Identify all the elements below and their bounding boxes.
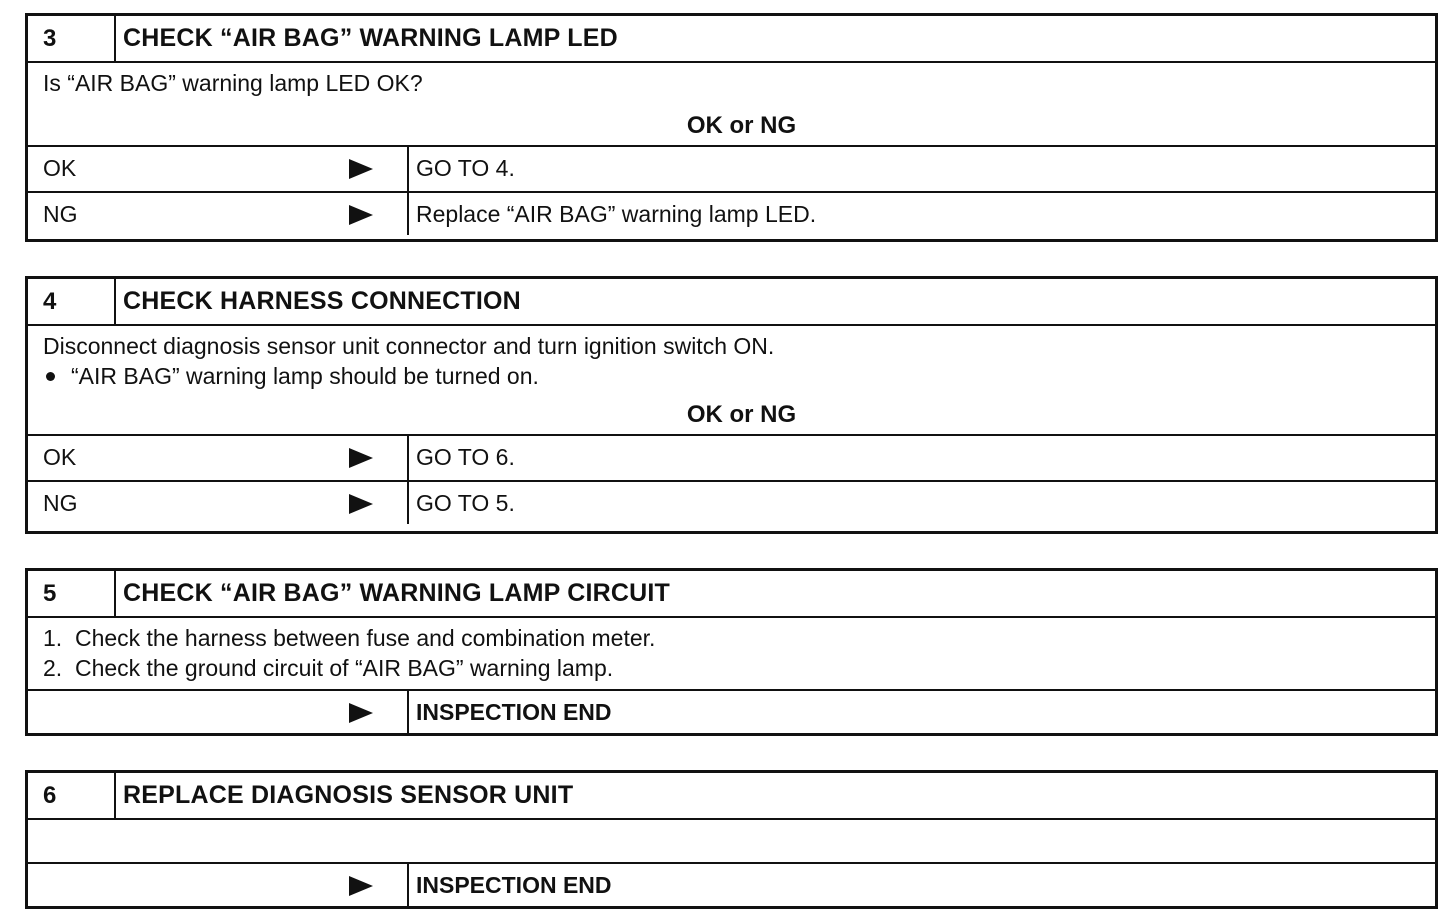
ng-label: NG [43,490,78,516]
ok-label: OK [43,444,77,470]
instruction-item: 1. Check the harness between fuse and combination meter. [43,625,656,651]
arrow-right-icon [349,876,373,896]
result-row-ok [28,436,1435,480]
bullet-icon [46,372,55,381]
ok-or-ng-label: OK or NG [28,396,1435,436]
bullet-item [43,361,1435,391]
result-label [28,864,409,908]
ng-label: NG [43,201,78,227]
step-number: 5 [28,571,116,616]
bullet-text: “AIR BAG” warning lamp should be turned on. [71,363,539,389]
result-label [28,482,409,524]
step-number: 6 [28,773,116,818]
ok-or-ng-label: OK or NG [28,107,1435,147]
result-action: GO TO 4. [416,155,515,181]
arrow-right-icon [349,703,373,723]
step-6-empty-body [28,820,1435,864]
result-row-ok [28,147,1435,191]
result-label [28,193,409,235]
inspection-end-label: INSPECTION END [416,872,612,898]
arrow-right-icon [349,205,373,225]
arrow-right-icon [349,159,373,179]
result-row [28,691,1435,735]
result-row-ng [28,191,1435,235]
step-6-block [25,770,1438,909]
result-action: GO TO 6. [416,444,515,470]
instruction-text: Disconnect diagnosis sensor unit connector and turn ignition switch ON. [43,333,775,359]
step-3-question [28,63,1435,107]
step-number: 3 [28,16,116,61]
step-6-header [28,773,1435,820]
result-action: Replace “AIR BAG” warning lamp LED. [416,201,817,227]
step-title: CHECK HARNESS CONNECTION [123,287,521,315]
inspection-end-label: INSPECTION END [416,699,612,725]
step-title: CHECK “AIR BAG” WARNING LAMP LED [123,24,618,52]
step-5-instructions [28,618,1435,691]
step-4-instructions [28,326,1435,396]
arrow-right-icon [349,448,373,468]
step-5-block [25,568,1438,736]
step-number: 4 [28,279,116,324]
result-row-ng [28,480,1435,524]
step-5-header [28,571,1435,618]
step-3-block [25,13,1438,242]
result-row [28,864,1435,908]
step-title: REPLACE DIAGNOSIS SENSOR UNIT [123,781,574,809]
ok-label: OK [43,155,77,181]
step-title: CHECK “AIR BAG” WARNING LAMP CIRCUIT [123,579,671,607]
result-label [28,691,409,735]
step-4-block [25,276,1438,534]
question-text: Is “AIR BAG” warning lamp LED OK? [43,70,423,96]
step-4-header [28,279,1435,326]
step-3-header [28,16,1435,63]
arrow-right-icon [349,494,373,514]
instruction-item: 2. Check the ground circuit of “AIR BAG” warning lamp. [43,655,614,681]
result-action: GO TO 5. [416,490,515,516]
result-label [28,436,409,480]
result-label [28,147,409,191]
